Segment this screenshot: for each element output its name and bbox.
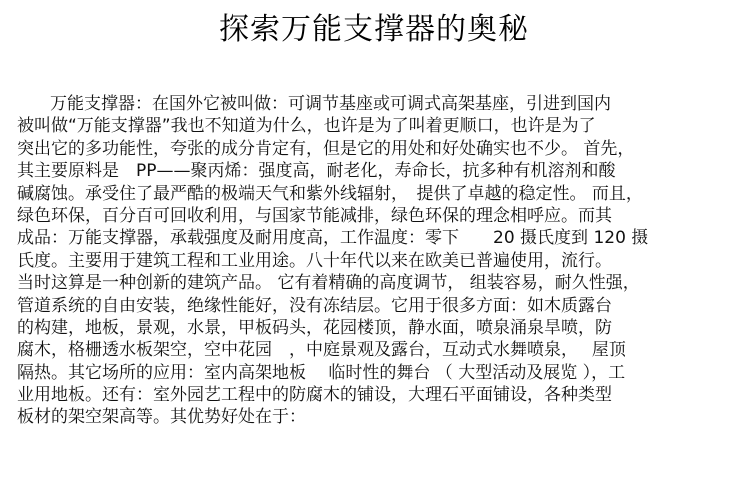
paragraph-line: 万能支撑器：在国外它被叫做：可调节基座或可调式高架基座，引进到国内 bbox=[50, 94, 611, 114]
paragraph-line: 成品：万能支撑器，承载强度及耐用度高，工作温度：零下 20 摄氏度到 120 摄 bbox=[17, 228, 649, 249]
paragraph-line: 碱腐蚀。承受住了最严酷的极端天气和紫外线辐射， 提供了卓越的稳定性。 而且， bbox=[17, 183, 643, 204]
paragraph-line: 板材的架空架高等。其优势好处在于： bbox=[17, 407, 306, 428]
body-paragraph bbox=[17, 93, 742, 429]
paragraph-line: 业用地板。还有：室外园艺工程中的防腐木的铺设，大理石平面铺设，各种类型 bbox=[17, 385, 612, 406]
paragraph-line: 当时这算是一种创新的建筑产品。 它有着精确的高度调节， 组装容易，耐久性强， bbox=[17, 273, 640, 294]
paragraph-line: 氏度。主要用于建筑工程和工业用途。八十年代以来在欧美已普遍使用，流行。 bbox=[17, 250, 612, 271]
paragraph-line: 管道系统的自由安装，绝缘性能好，没有冻结层。它用于很多方面：如木质露台 bbox=[17, 295, 612, 316]
paragraph-line: 绿色环保，百分百可回收利用，与国家节能减排，绿色环保的理念相呼应。而其 bbox=[17, 205, 612, 226]
paragraph-line: 被叫做“万能支撑器”我也不知道为什么，也许是为了叫着更顺口，也许是为了 bbox=[17, 116, 596, 137]
page-title: 探索万能支撑器的奥秘 bbox=[219, 12, 529, 47]
paragraph-line: 其主要原料是 PP——聚丙烯：强度高，耐老化，寿命长，抗多种有机溶剂和酸 bbox=[17, 161, 616, 182]
paragraph-line: 突出它的多功能性，夸张的成分肯定有，但是它的用处和好处确实也不少。 首先， bbox=[17, 138, 635, 159]
paragraph-line: 腐木，格栅透水板架空，空中花园 ，中庭景观及露台，互动式水舞喷泉， 屋顶 bbox=[17, 340, 626, 361]
paragraph-line: 的构建，地板，景观，水景，甲板码头，花园楼顶，静水面，喷泉涌泉旱喷，防 bbox=[17, 317, 612, 338]
paragraph-line: 隔热。其它场所的应用：室内高架地板 临时性的舞台 （ 大型活动及展览 ），工 bbox=[17, 362, 626, 383]
